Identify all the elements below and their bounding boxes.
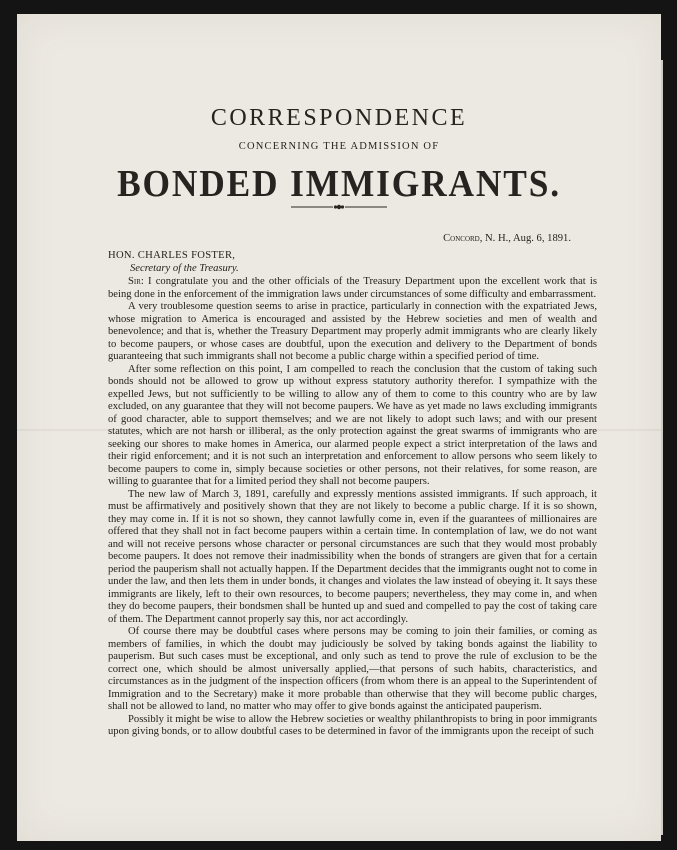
letter-paragraph: The new law of March 3, 1891, carefully and expressly mentions assisted immigrants. If such approach, it must be affirmatively and positively shown that they are not likely to become a public charge. If it is so shown, they may come in. If it is not so shown, they cannot lawfully come in, even if the guarantees of millionaires are offered that they shall not in fact become paupers within a certain time. In contemplation of law, we do not want and will not receive persons whose character or personal circumstances are such that they would most probably become paupers. It does not remove their inadmissibility when the bonds of strangers are given that for a certain period the pauperism shall not actually happen. If the Department decides that the immigrants ought not to come in under the law, and then lets them in under bonds, it changes and violates the law instead of obeying it. It says these immigrants are likely, left to their own resources, to become paupers; nevertheless, they may come in, and when they do become paupers, their bondsmen shall be hunted up and sued and compelled to pay the cost of taking care of them. The Department cannot properly say this, nor act accordingly. — [108, 488, 597, 625]
dateline-date: Aug. 6, 1891. — [513, 233, 571, 244]
letter-addressee-title: Secretary of the Treasury. — [130, 263, 239, 274]
letter-paragraph: Of course there may be doubtful cases where persons may be coming to join their families, or coming as members of families, in which the doubt may judiciously be solved by taking bonds against the liability to pauperism. But such cases must be exceptional, and only such as tend to prove the rule of exclusion to be the correct one, which should be almost universally applied,—that persons of such habits, characteristics, and circumstances as in the judgment of the inspection officers (from whom there is an appeal to the Superintendent of Immigration and to the Secretary) make it more probable than otherwise that they will become public charges, shall not be allowed to land, no matter who may offer to give bonds against the anticipated pauperism. — [108, 626, 597, 712]
document-subtitle: CONCERNING THE ADMISSION OF — [238, 141, 440, 152]
letter-salutation: Sir: — [128, 276, 144, 287]
paragraph-text: I congratulate you and the other officials of the Treasury Department upon the excellent work that is being done in the enforcement of the immigration laws under circumstances of some difficulty and embarrassment. — [108, 276, 597, 300]
ornament-divider-icon — [289, 202, 389, 212]
letter-dateline — [443, 233, 571, 246]
letter-paragraph: A very troublesome question seems to arise in practice, particularly in connection with the expatriated Jews, whose migration to America is encouraged and assisted by the Hebrew societies and men of wealth and benevolence; and that is, whether the Treasury Department may properly admit immigrants who are clearly likely to become paupers, or whose cases are doubtful, upon the execution and delivery to the Department of bonds guaranteeing that such immigrants shall not become a public charge within a specified period of time. — [108, 301, 597, 362]
letter-addressee: HON. CHARLES FOSTER, — [108, 250, 236, 261]
letter-paragraph: Possibly it might be wise to allow the Hebrew societies or wealthy philanthropists to bring in poor immigrants upon giving bonds, or to allow doubtful cases to be determined in favor of the immigrants upon the receipt of such — [108, 713, 597, 737]
document-page — [17, 14, 661, 841]
letter-paragraph — [108, 276, 597, 301]
letter-body — [108, 276, 597, 739]
document-main-title: BONDED IMMIGRANTS. — [117, 163, 561, 205]
dateline-place: Concord, N. H., — [443, 233, 511, 244]
document-title: CORRESPONDENCE — [210, 105, 468, 131]
letter-paragraph: After some reflection on this point, I am compelled to reach the conclusion that the custom of taking such bonds should not be allowed to grow up without express statutory authority therefor. I sympathize with the expelled Jews, but not sufficiently to be willing to allow any of them to come to this country who are by law excluded, on any guarantee that they will not become paupers. We have as yet made no laws excluding immigrants of good character, able to support themselves; and we are not likely to adopt such laws; and with our present statutes, which are not harsh or illiberal, as the only protection against the great swarms of immigrants who are seeking our shores to make homes in America, our alarmed people expect a strict interpretation of the laws and their rigid enforcement; and it is not such an interpretation and enforcement to allow persons who seem likely to become paupers to come in, simply because societies or other persons, not their relatives, for some reason, are willing to guarantee that for a limited period they shall not become paupers. — [108, 363, 597, 487]
